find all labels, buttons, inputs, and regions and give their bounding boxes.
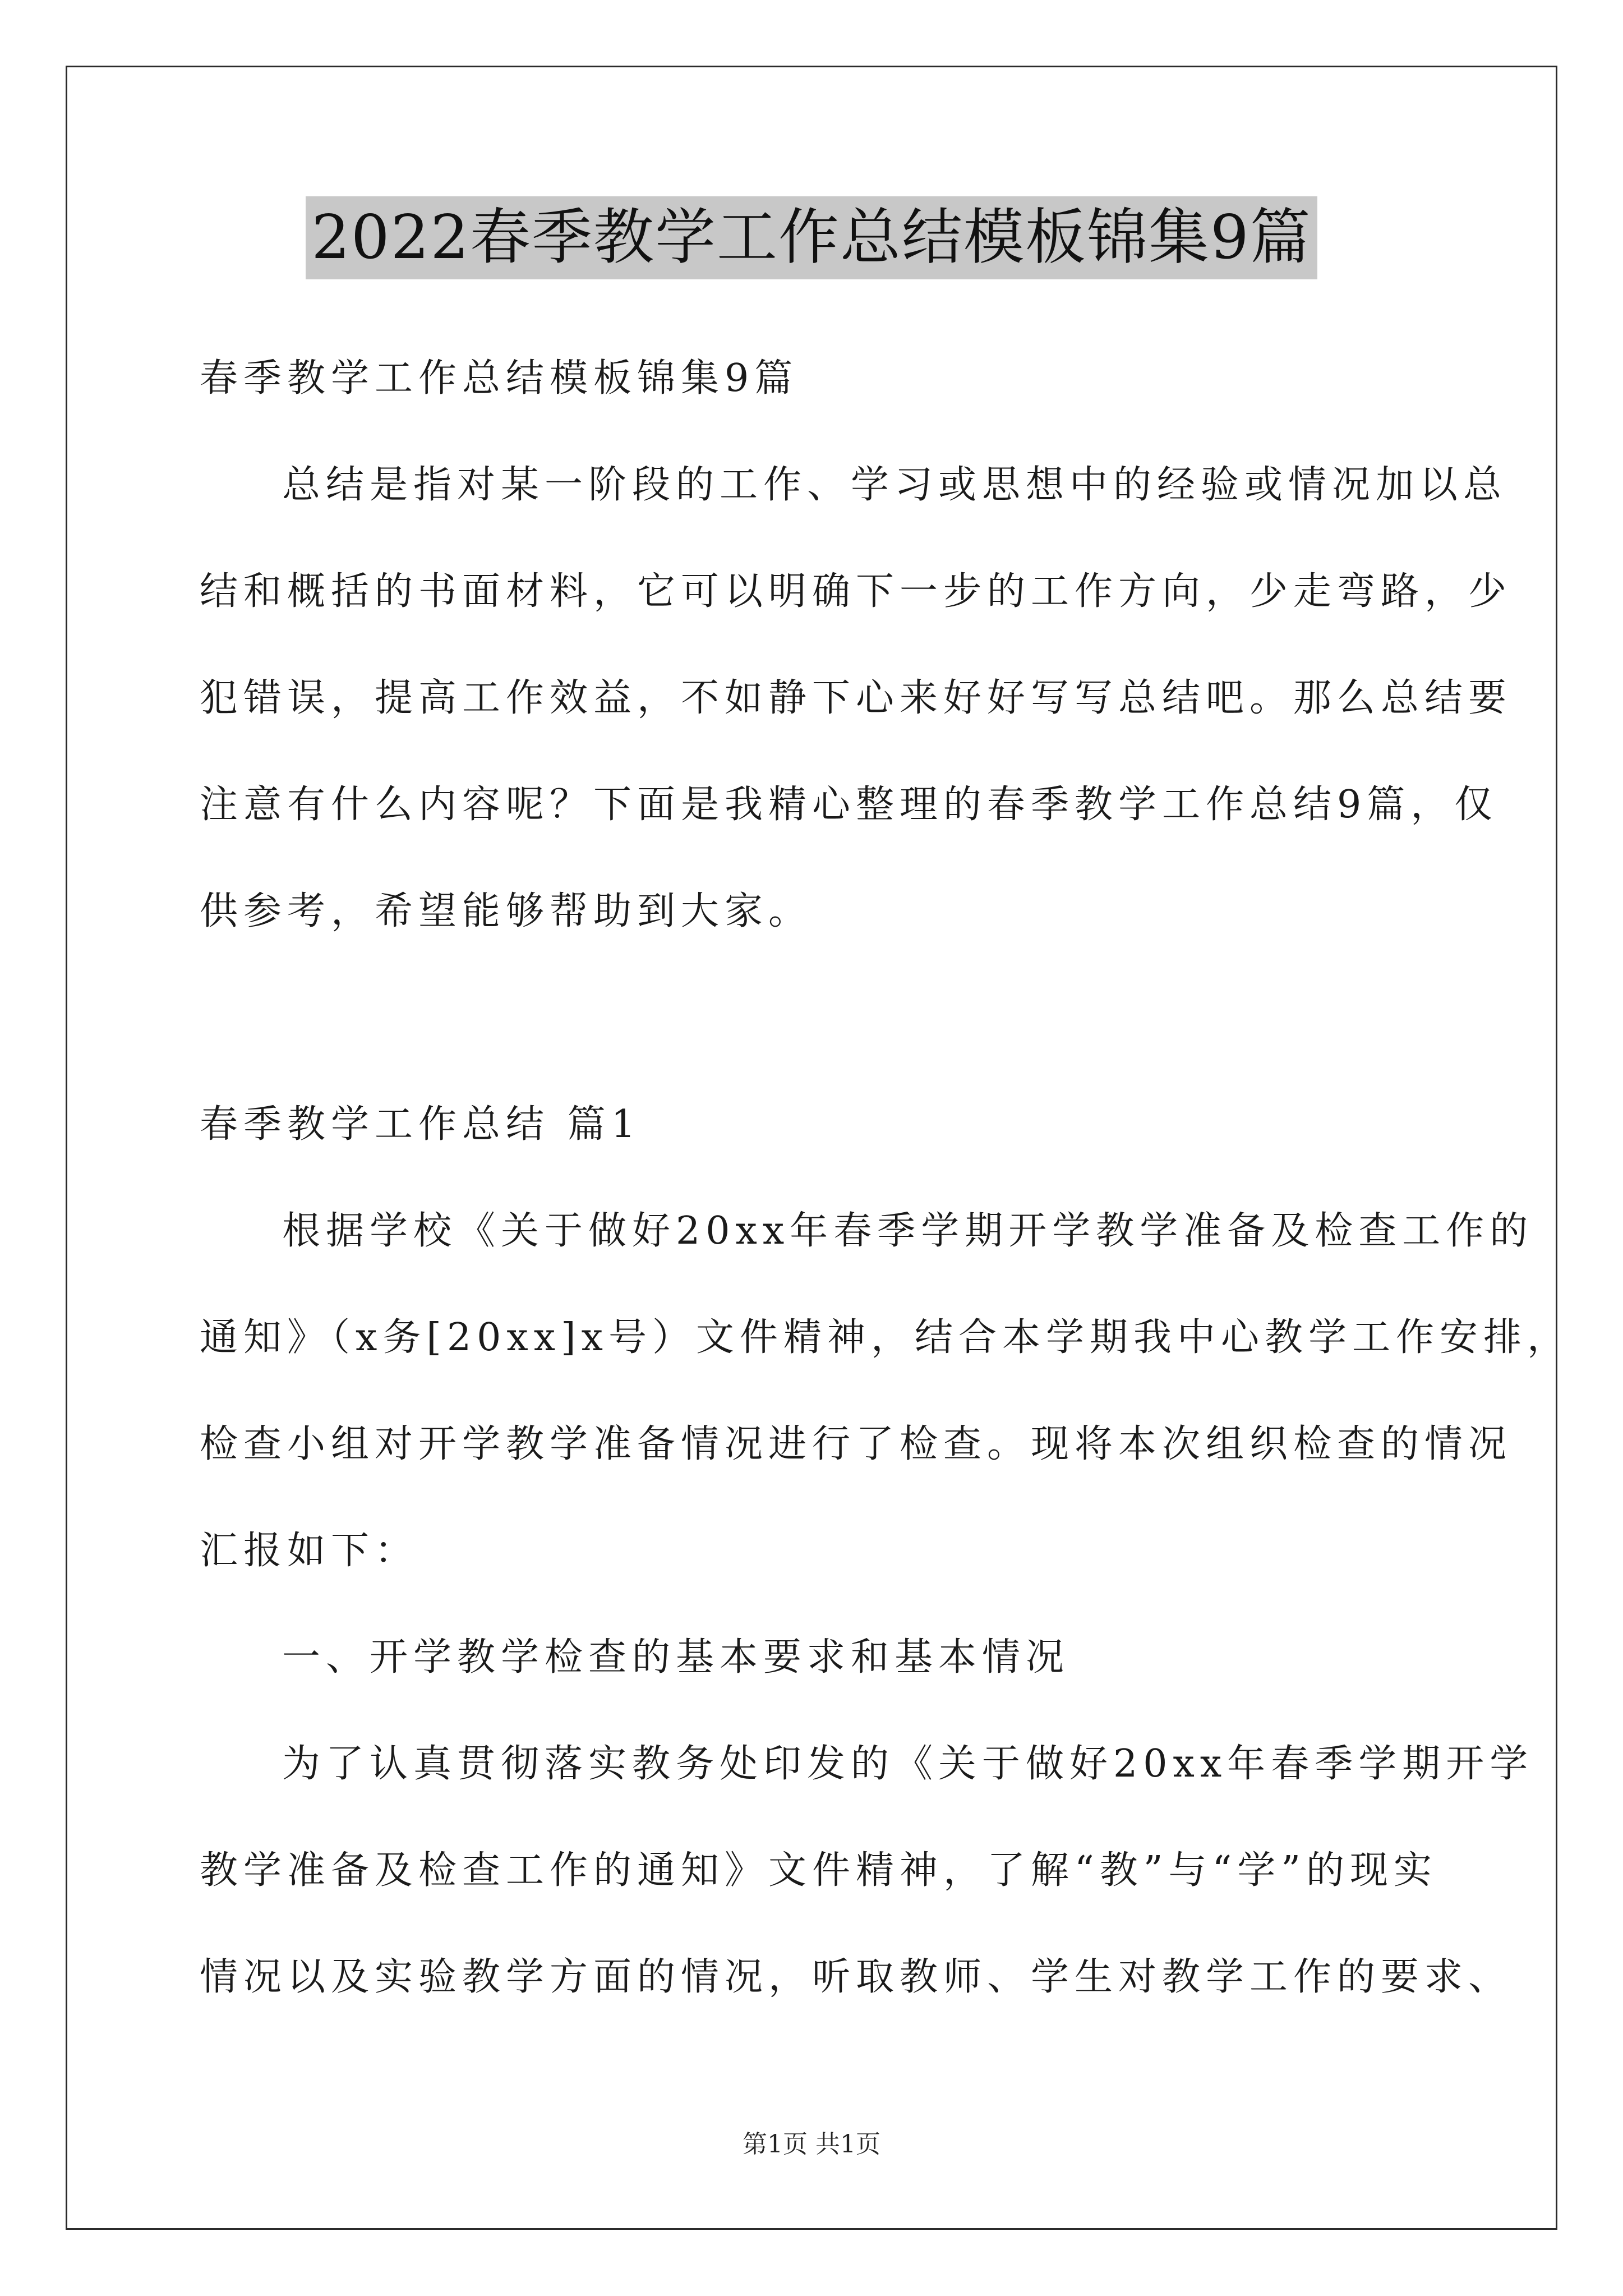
- document-subtitle: 春季教学工作总结模板锦集9篇: [200, 356, 799, 401]
- section-line: 通知》（x务[20xx]x号）文件精神，结合本学期我中心教学工作安排，: [200, 1315, 1571, 1360]
- intro-line: 供参考，希望能够帮助到大家。: [200, 889, 813, 933]
- document-title: 2022春季教学工作总结模板锦集9篇: [306, 196, 1317, 279]
- section-line: 根据学校《关于做好20xx年春季学期开学教学准备及检查工作的: [282, 1209, 1534, 1253]
- paragraph-line: 为了认真贯彻落实教务处印发的《关于做好20xx年春季学期开学: [282, 1742, 1534, 1786]
- section-line: 汇报如下：: [200, 1529, 419, 1573]
- title-container: [0, 196, 1623, 279]
- subheading: 一、开学教学检查的基本要求和基本情况: [282, 1635, 1070, 1680]
- page-footer: 第1页 共1页: [743, 2130, 880, 2159]
- intro-line: 注意有什么内容呢？下面是我精心整理的春季教学工作总结9篇，仅: [200, 783, 1498, 827]
- paragraph-line: 情况以及实验教学方面的情况，听取教师、学生对教学工作的要求、: [200, 1955, 1513, 1999]
- section-line: 检查小组对开学教学准备情况进行了检查。现将本次组织检查的情况: [200, 1422, 1513, 1466]
- intro-line: 结和概括的书面材料，它可以明确下一步的工作方向，少走弯路，少: [200, 569, 1513, 614]
- intro-line: 犯错误，提高工作效益，不如静下心来好好写写总结吧。那么总结要: [200, 676, 1513, 720]
- intro-line: 总结是指对某一阶段的工作、学习或思想中的经验或情况加以总: [282, 463, 1507, 507]
- section-heading: 春季教学工作总结 篇1: [200, 1102, 641, 1147]
- paragraph-line: 教学准备及检查工作的通知》文件精神，了解“教”与“学”的现实: [200, 1848, 1438, 1893]
